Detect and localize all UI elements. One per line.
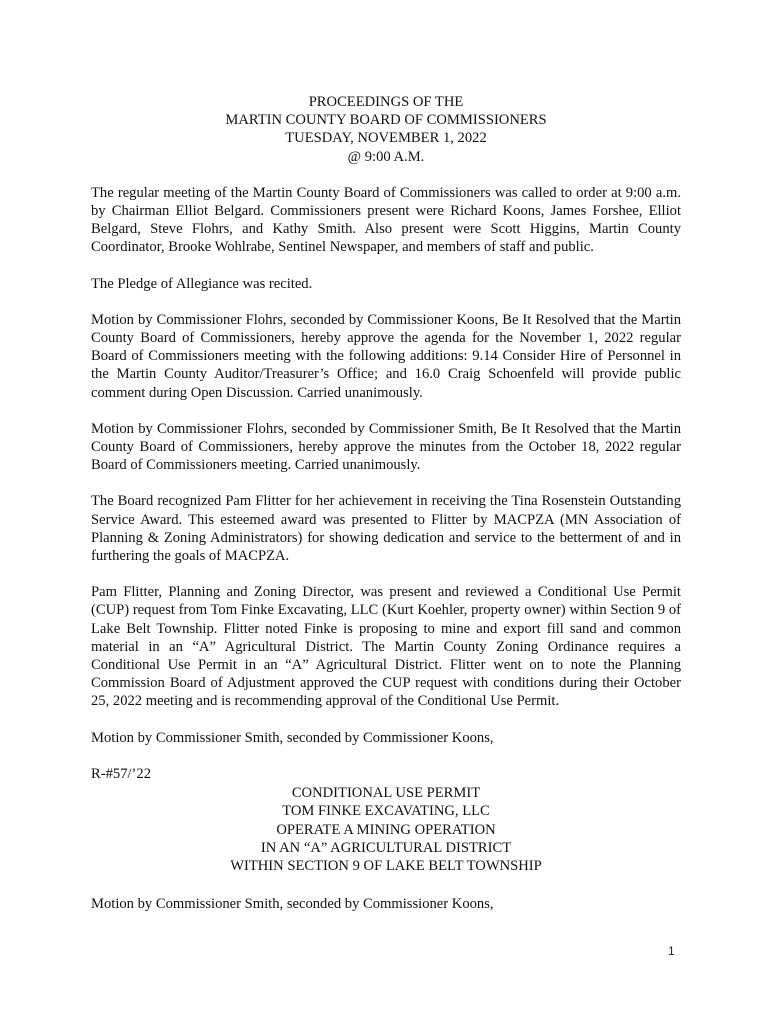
- document-page: [91, 93, 681, 931]
- paragraph-call-to-order: The regular meeting of the Martin County Board of Commissioners was called to order at 9:00 a.m. by Chairman Elliot Belgard. Commissioners present were Richard Koons, James Forshee, Elliot Belgard, Steve Flohrs, and Kathy Smith. Also present were Scott Higgins, Martin County Coordinator, Brooke Wohlrabe, Sentinel Newspaper, and members of staff and public.: [91, 184, 681, 256]
- paragraph-pledge: The Pledge of Allegiance was recited.: [91, 275, 313, 292]
- header-line-time: @ 9:00 A.M.: [347, 148, 425, 165]
- resolution-title-line: CONDITIONAL USE PERMIT: [291, 785, 481, 802]
- document-header: [91, 93, 681, 166]
- resolution-title: [91, 784, 681, 875]
- paragraph-motion-smith: Motion by Commissioner Smith, seconded by Commissioner Koons,: [91, 729, 494, 746]
- resolution-title-line: WITHIN SECTION 9 OF LAKE BELT TOWNSHIP: [230, 857, 542, 874]
- paragraph-cup-review: Pam Flitter, Planning and Zoning Director, was present and reviewed a Conditional Use Permit (CUP) request from Tom Finke Excavating, LLC (Kurt Koehler, property owner) within Section 9 of Lake Belt Township. Flitter noted Finke is proposing to mine and export fill sand and common material in an “A” Agricultural District. The Martin County Zoning Ordinance requires a Conditional Use Permit in an “A” Agricultural District. Flitter went on to note the Planning Commission Board of Adjustment approved the CUP request with conditions during their October 25, 2022 meeting and is recommending approval of the Conditional Use Permit.: [91, 584, 681, 710]
- resolution-title-line: IN AN “A” AGRICULTURAL DISTRICT: [260, 839, 512, 856]
- header-line-title: PROCEEDINGS OF THE: [308, 94, 464, 110]
- resolution-title-line: OPERATE A MINING OPERATION: [276, 821, 496, 838]
- resolution-title-line: TOM FINKE EXCAVATING, LLC: [282, 803, 490, 820]
- paragraph-minutes-motion: Motion by Commissioner Flohrs, seconded by Commissioner Smith, Be It Resolved that the Martin County Board of Commissioners, hereby approve the minutes from the October 18, 2022 regular Board of Commissioners meeting. Carried unanimously.: [91, 420, 681, 474]
- paragraph-closing-motion: Motion by Commissioner Smith, seconded by Commissioner Koons,: [91, 896, 494, 913]
- header-line-date: TUESDAY, NOVEMBER 1, 2022: [285, 130, 487, 147]
- header-line-board: MARTIN COUNTY BOARD OF COMMISSIONERS: [225, 112, 547, 129]
- paragraph-agenda-motion: Motion by Commissioner Flohrs, seconded by Commissioner Koons, Be It Resolved that the Martin County Board of Commissioners, hereby approve the agenda for the November 1, 2022 regular Board of Commissioners meeting with the following additions: 9.14 Consider Hire of Personnel in the Martin County Auditor/Treasurer’s Office; and 16.0 Craig Schoenfeld will provide public comment during Open Discussion. Carried unanimously.: [91, 311, 681, 401]
- paragraph-award: The Board recognized Pam Flitter for her achievement in receiving the Tina Rosenstein Outstanding Service Award. This esteemed award was presented to Flitter by MACPZA (MN Association of Planning & Zoning Administrators) for showing dedication and service to the betterment of and in furthering the goals of MACPZA.: [91, 493, 681, 565]
- page-number: 1: [668, 944, 675, 958]
- resolution-number: R-#57/’22: [91, 765, 151, 782]
